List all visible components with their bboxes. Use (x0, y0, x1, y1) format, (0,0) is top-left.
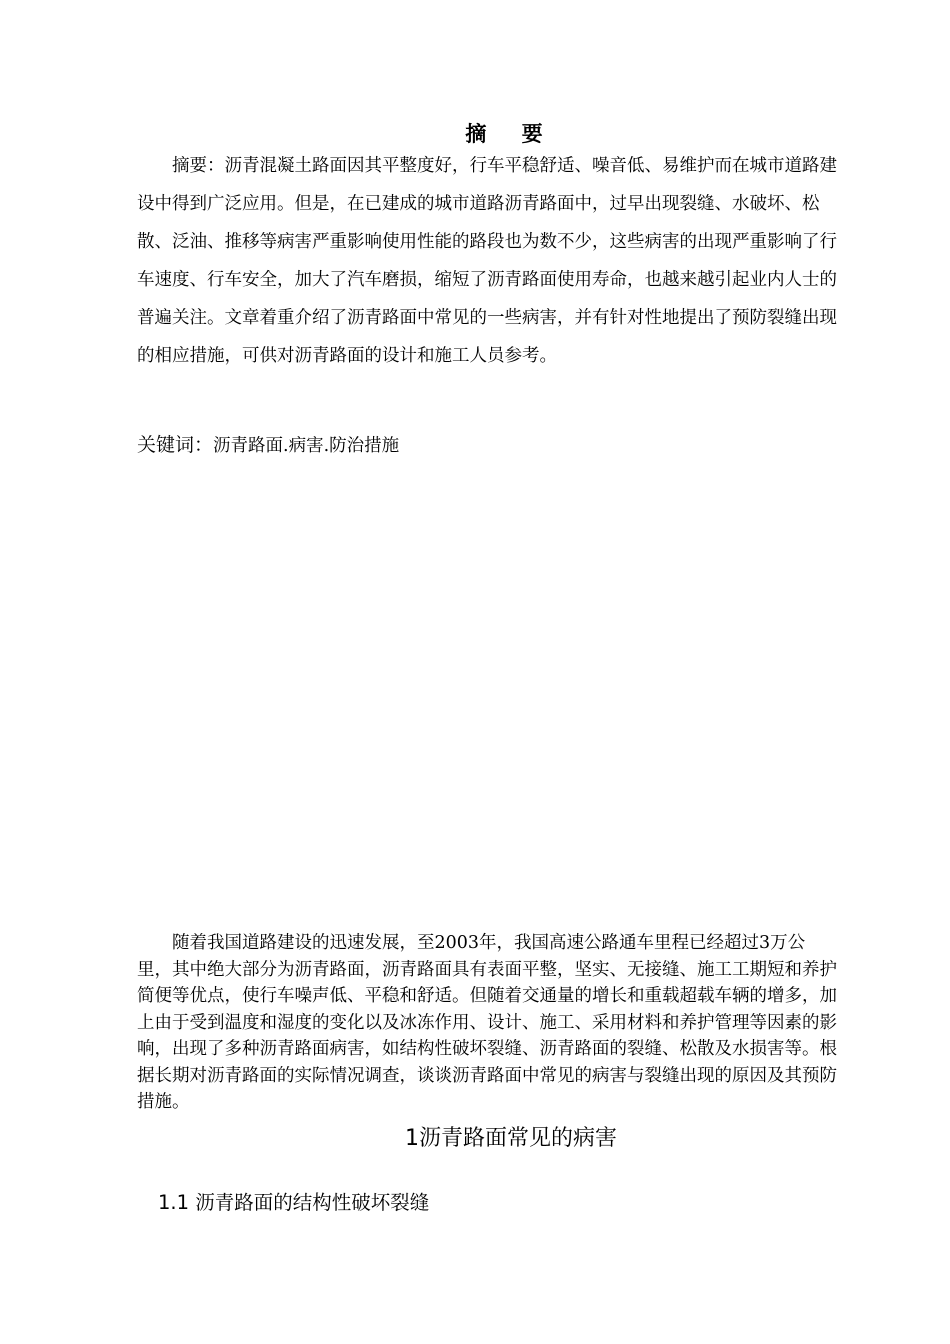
keywords-label: 关键词： (137, 434, 214, 456)
abstract-paragraph (137, 147, 837, 375)
abstract-text: 摘要：沥青混凝土路面因其平整度好，行车平稳舒适、噪音低、易维护而在城市道路建设中得到广泛应用。但是，在已建成的城市道路沥青路面中，过早出现裂缝、水破坏、松散、泛油、推移等病害严重影响使用性能的路段也为数不少，这些病害的出现严重影响了行车速度、行车安全，加大了汽车磨损，缩短了沥青路面使用寿命，也越来越引起业内人士的普遍关注。文章着重介绍了沥青路面中常见的一些病害，并有针对性地提出了预防裂缝出现的相应措施，可供对沥青路面的设计和施工人员参考。 (137, 156, 837, 366)
intro-text: 随着我国道路建设的迅速发展，至2003年，我国高速公路通车里程已经超过3万公里，其中绝大部分为沥青路面，沥青路面具有表面平整，坚实、无接缝、施工工期短和养护简便等优点，使行车噪声低、平稳和舒适。但随着交通量的增长和重载超载车辆的增多，加上由于受到温度和湿度的变化以及冰冻作用、设计、施工、采用材料和养护管理等因素的影响，出现了多种沥青路面病害，如结构性破坏裂缝、沥青路面的裂缝、松散及水损害等。根据长期对沥青路面的实际情况调查，谈谈沥青路面中常见的病害与裂缝出现的原因及其预防措施。 (137, 933, 837, 1112)
abstract-title: 摘 要 (465, 122, 557, 146)
section-heading-1-1: 1.1 沥青路面的结构性破坏裂缝 (158, 1191, 430, 1214)
keywords-line (137, 430, 399, 461)
intro-paragraph (137, 930, 837, 1116)
keywords-value: 沥青路面.病害.防治措施 (213, 436, 400, 456)
section-heading-1: 1沥青路面常见的病害 (405, 1126, 617, 1151)
